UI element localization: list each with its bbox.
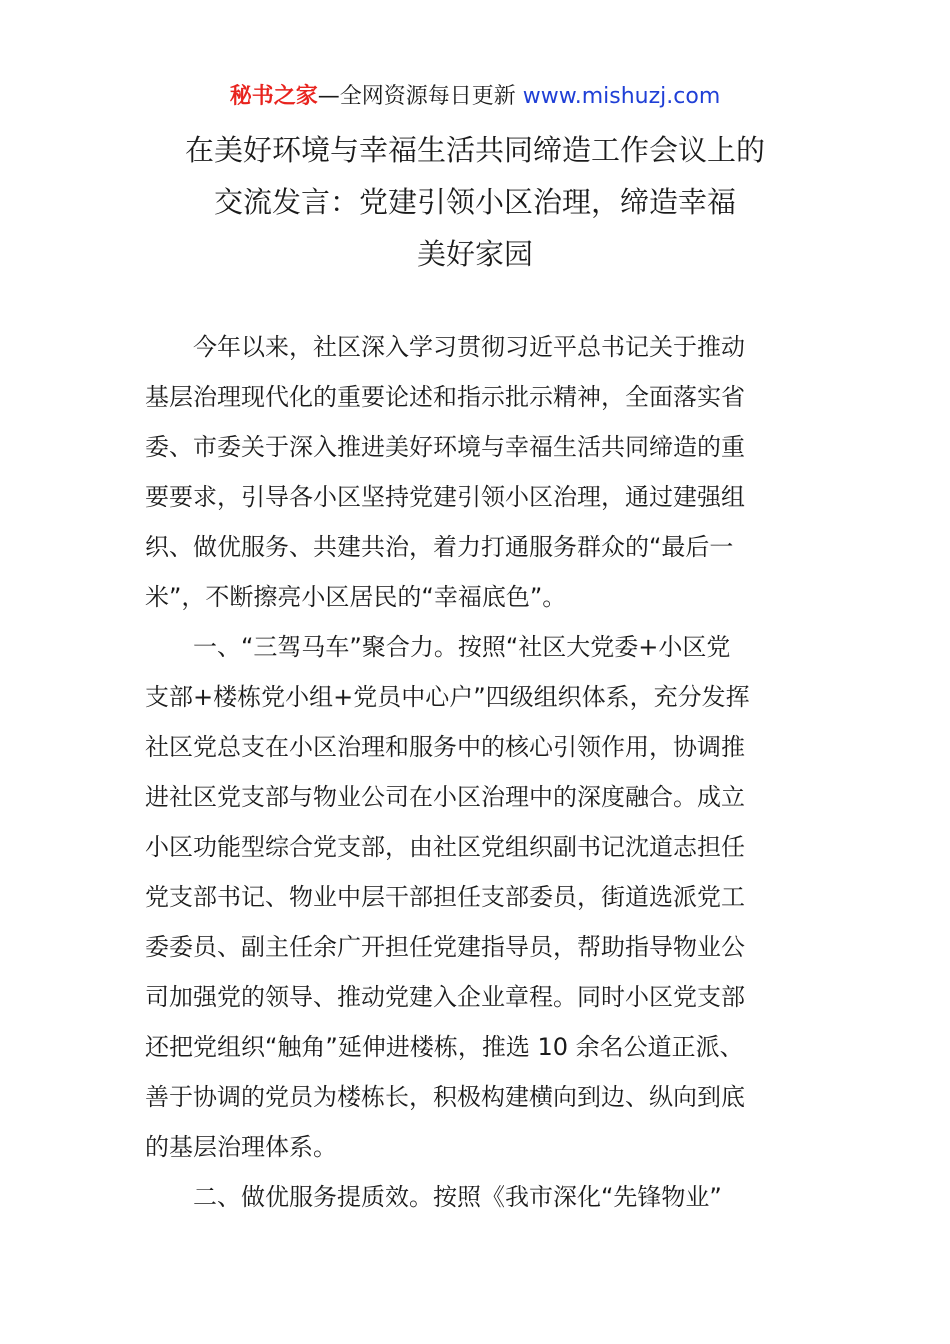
text-line: 党支部书记、物业中层干部担任支部委员，街道选派党工 [145, 883, 745, 911]
brand-name: 秘书之家 [229, 84, 318, 109]
text-line: 一、“三驾马车”聚合力。按照“社区大党委+小区党 [193, 633, 731, 661]
title-line: 在美好环境与幸福生活共同缔造工作会议上的 [184, 133, 765, 167]
text-line: 基层治理现代化的重要论述和指示批示精神，全面落实省 [145, 383, 745, 411]
text-line: 善于协调的党员为楼栋长，积极构建横向到边、纵向到底 [145, 1083, 745, 1111]
text-line: 今年以来，社区深入学习贯彻习近平总书记关于推动 [193, 333, 745, 361]
text-line: 委、市委关于深入推进美好环境与幸福生活共同缔造的重 [145, 433, 745, 461]
site-url[interactable]: www.mishuzj.com [522, 84, 721, 109]
paragraph-section-two [145, 1172, 807, 1222]
text-line: 司加强党的领导、推动党建入企业章程。同时小区党支部 [145, 983, 745, 1011]
text-line: 二、做优服务提质效。按照《我市深化“先锋物业” [193, 1183, 722, 1211]
text-line: 还把党组织“触角”延伸进楼栋，推选 10 余名公道正派、 [145, 1033, 744, 1061]
text-line: 小区功能型综合党支部，由社区党组织副书记沈道志担任 [145, 833, 745, 861]
text-line: 委委员、副主任余广开担任党建指导员，帮助指导物业公 [145, 933, 745, 961]
text-line: 织、做优服务、共建共治，着力打通服务群众的“最后一 [145, 533, 734, 561]
site-header [0, 80, 950, 114]
text-line: 米”，不断擦亮小区居民的“幸福底色”。 [145, 583, 567, 611]
text-line: 进社区党支部与物业公司在小区治理中的深度融合。成立 [145, 783, 745, 811]
text-line: 支部+楼栋党小组+党员中心户”四级组织体系，充分发挥 [145, 683, 750, 711]
document-body [145, 322, 807, 1222]
text-line: 社区党总支在小区治理和服务中的核心引领作用，协调推 [145, 733, 745, 761]
header-tagline: —全网资源每日更新 [317, 84, 523, 109]
document-title [100, 124, 850, 280]
title-line: 交流发言：党建引领小区治理，缔造幸福 [213, 185, 736, 219]
paragraph-intro [145, 322, 807, 622]
title-line: 美好家园 [416, 237, 533, 271]
text-line: 的基层治理体系。 [145, 1133, 337, 1161]
paragraph-section-one [145, 622, 807, 1172]
text-line: 要要求，引导各小区坚持党建引领小区治理，通过建强组 [145, 483, 745, 511]
